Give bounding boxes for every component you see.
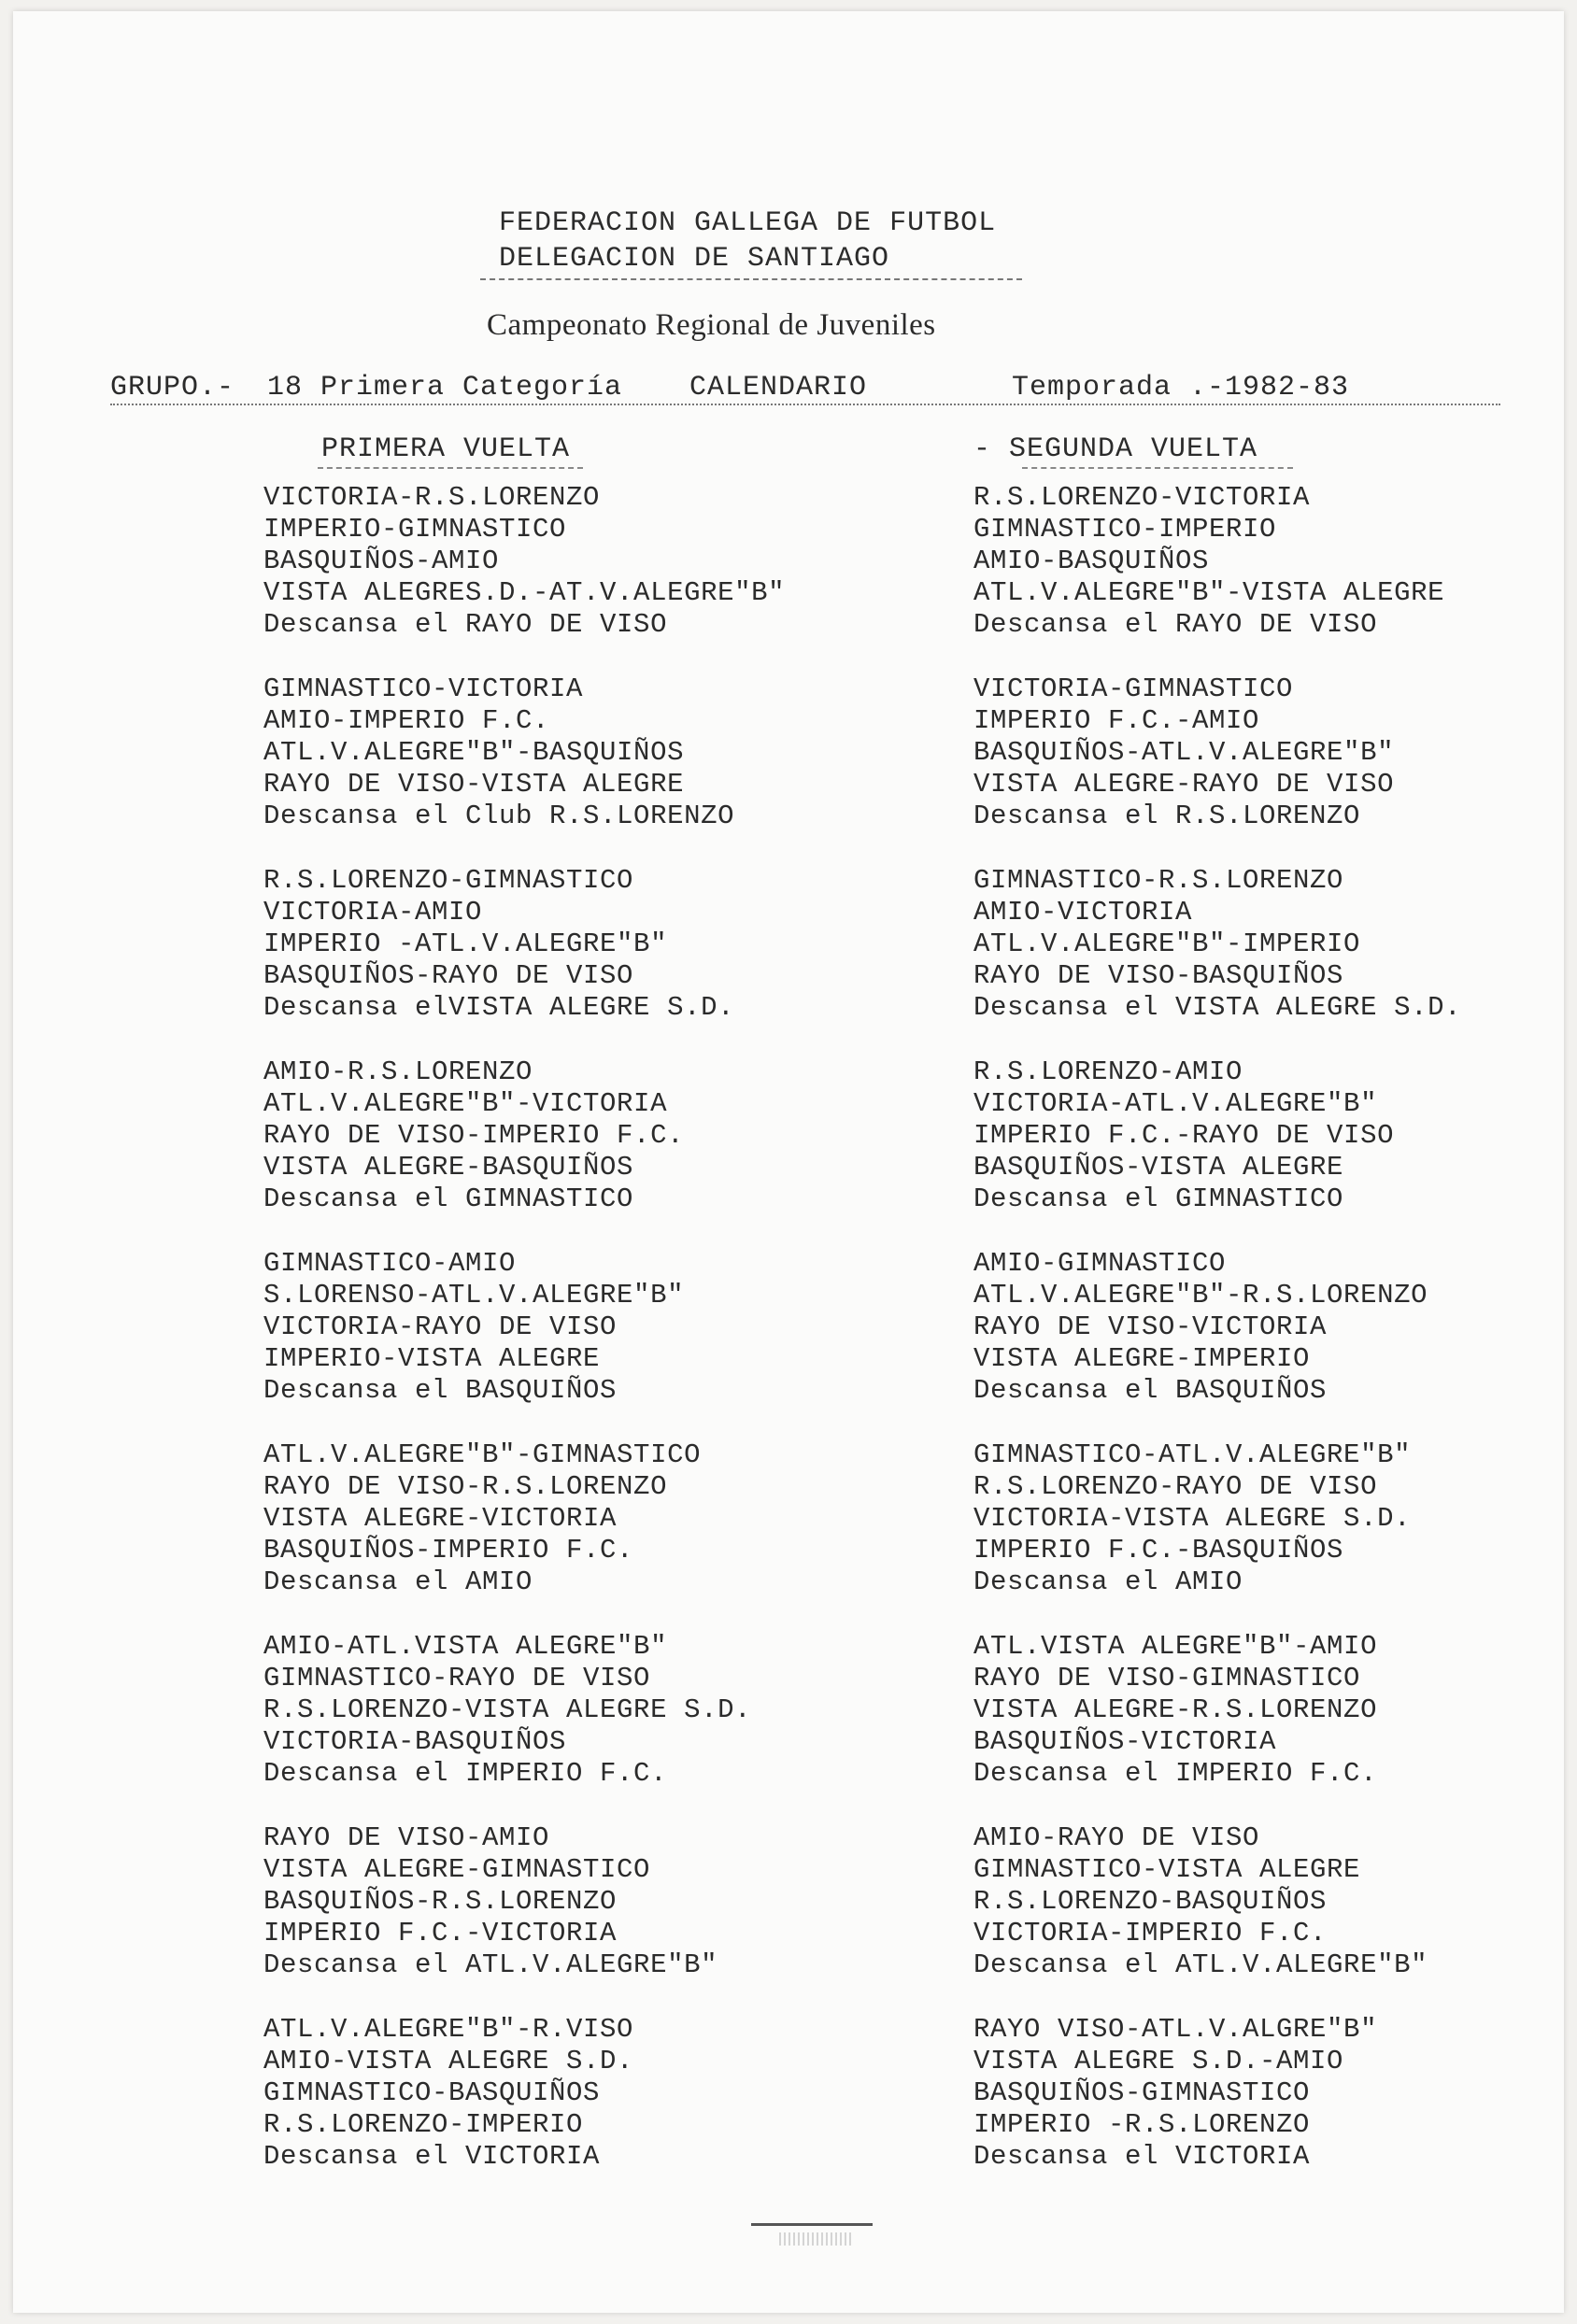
match-line: GIMNASTICO-RAYO DE VISO [263, 1663, 651, 1693]
match-line: IMPERIO -R.S.LORENZO [973, 2109, 1311, 2140]
match-line: GIMNASTICO-VISTA ALEGRE [973, 1854, 1361, 1885]
jornada-block [263, 1631, 917, 1822]
jornada-block [973, 1822, 1553, 2014]
match-line: VISTA ALEGRE-IMPERIO [973, 1343, 1311, 1374]
jornada-block [263, 1248, 917, 1439]
match-line: GIMNASTICO-BASQUIÑOS [263, 2077, 601, 2108]
match-line: VISTA ALEGRE-R.S.LORENZO [973, 1694, 1378, 1725]
second-round-title: - SEGUNDA VUELTA [973, 433, 1258, 465]
match-line: VICTORIA-IMPERIO F.C. [973, 1918, 1328, 1948]
rest-line: Descansa el BASQUIÑOS [263, 1375, 618, 1406]
second-round-underline [1022, 467, 1293, 469]
match-line: R.S.LORENZO-GIMNASTICO [263, 865, 634, 896]
match-line: R.S.LORENZO-AMIO [973, 1056, 1243, 1087]
match-line: BASQUIÑOS-IMPERIO F.C. [263, 1535, 634, 1566]
match-line: RAYO DE VISO-VISTA ALEGRE [263, 769, 685, 800]
jornada-block [263, 482, 917, 673]
footer-rule [751, 2223, 873, 2226]
calendar-label: CALENDARIO [689, 372, 868, 404]
match-line: IMPERIO F.C.-AMIO [973, 705, 1260, 736]
season-label: Temporada .-1982-83 [1012, 372, 1350, 404]
rest-line: Descansa el GIMNASTICO [263, 1183, 634, 1214]
rest-line: Descansa el Club R.S.LORENZO [263, 801, 735, 831]
jornada-block [973, 482, 1553, 673]
match-line: RAYO DE VISO-GIMNASTICO [973, 1663, 1361, 1693]
match-line: GIMNASTICO-ATL.V.ALEGRE"B" [973, 1439, 1412, 1470]
jornada-block [263, 2014, 917, 2205]
footer-smudge [779, 2232, 854, 2246]
match-line: VISTA ALEGRE-RAYO DE VISO [973, 769, 1395, 800]
match-line: AMIO-RAYO DE VISO [973, 1822, 1260, 1853]
match-line: BASQUIÑOS-R.S.LORENZO [263, 1886, 618, 1917]
match-line: VICTORIA-R.S.LORENZO [263, 482, 601, 513]
match-line: GIMNASTICO-R.S.LORENZO [973, 865, 1344, 896]
match-line: RAYO DE VISO-BASQUIÑOS [973, 960, 1344, 991]
match-line: ATL.V.ALEGRE"B"-GIMNASTICO [263, 1439, 702, 1470]
rest-line: Descansa el VICTORIA [263, 2141, 601, 2172]
match-line: VISTA ALEGRES.D.-AT.V.ALEGRE"B" [263, 577, 786, 608]
match-line: AMIO-R.S.LORENZO [263, 1056, 533, 1087]
match-line: BASQUIÑOS-VICTORIA [973, 1726, 1277, 1757]
match-line: VICTORIA-AMIO [263, 897, 483, 928]
jornada-block [263, 1439, 917, 1631]
match-line: R.S.LORENZO-IMPERIO [263, 2109, 584, 2140]
match-line: IMPERIO F.C.-VICTORIA [263, 1918, 618, 1948]
second-round-column [973, 482, 1553, 2205]
match-line: IMPERIO-GIMNASTICO [263, 514, 567, 545]
rest-line: Descansa el ATL.V.ALEGRE"B" [263, 1949, 718, 1980]
rest-line: Descansa el GIMNASTICO [973, 1183, 1344, 1214]
match-line: BASQUIÑOS-GIMNASTICO [973, 2077, 1311, 2108]
match-line: IMPERIO F.C.-BASQUIÑOS [973, 1535, 1344, 1566]
jornada-block [263, 865, 917, 1056]
match-line: ATL.V.ALEGRE"B"-IMPERIO [973, 928, 1361, 959]
match-line: ATL.V.ALEGRE"B"-VICTORIA [263, 1088, 668, 1119]
match-line: S.LORENSO-ATL.V.ALEGRE"B" [263, 1280, 685, 1311]
match-line: IMPERIO-VISTA ALEGRE [263, 1343, 601, 1374]
match-line: GIMNASTICO-IMPERIO [973, 514, 1277, 545]
jornada-block [973, 2014, 1553, 2205]
match-line: GIMNASTICO-AMIO [263, 1248, 517, 1279]
match-line: GIMNASTICO-VICTORIA [263, 673, 584, 704]
match-line: VISTA ALEGRE-BASQUIÑOS [263, 1152, 634, 1183]
rest-line: Descansa el BASQUIÑOS [973, 1375, 1328, 1406]
match-line: R.S.LORENZO-BASQUIÑOS [973, 1886, 1328, 1917]
first-round-title: PRIMERA VUELTA [321, 433, 571, 465]
grupo-label: GRUPO.- [110, 372, 235, 404]
match-line: ATL.V.ALEGRE"B"-R.VISO [263, 2014, 634, 2045]
match-line: AMIO-VISTA ALEGRE S.D. [263, 2046, 634, 2076]
match-line: VICTORIA-ATL.V.ALEGRE"B" [973, 1088, 1378, 1119]
match-line: RAYO DE VISO-VICTORIA [973, 1311, 1328, 1342]
delegation-underline [480, 278, 1022, 280]
match-line: AMIO-ATL.VISTA ALEGRE"B" [263, 1631, 668, 1662]
match-line: IMPERIO F.C.-RAYO DE VISO [973, 1120, 1395, 1151]
header-underline [110, 404, 1500, 405]
match-line: IMPERIO -ATL.V.ALEGRE"B" [263, 928, 668, 959]
jornada-block [973, 673, 1553, 865]
jornada-block [263, 673, 917, 865]
jornada-block [973, 1439, 1553, 1631]
match-line: RAYO DE VISO-R.S.LORENZO [263, 1471, 668, 1502]
championship-title: Campeonato Regional de Juveniles [487, 308, 936, 342]
match-line: VICTORIA-VISTA ALEGRE S.D. [973, 1503, 1412, 1534]
match-line: VISTA ALEGRE-VICTORIA [263, 1503, 618, 1534]
first-round-column [263, 482, 917, 2205]
delegation-heading: DELEGACION DE SANTIAGO [499, 243, 890, 275]
match-line: R.S.LORENZO-RAYO DE VISO [973, 1471, 1378, 1502]
match-line: AMIO-BASQUIÑOS [973, 546, 1210, 576]
match-line: BASQUIÑOS-ATL.V.ALEGRE"B" [973, 737, 1395, 768]
jornada-block [263, 1822, 917, 2014]
match-line: VISTA ALEGRE-GIMNASTICO [263, 1854, 651, 1885]
jornada-block [263, 1056, 917, 1248]
match-line: VICTORIA-GIMNASTICO [973, 673, 1294, 704]
federation-heading: FEDERACION GALLEGA DE FUTBOL [499, 207, 997, 239]
match-line: R.S.LORENZO-VISTA ALEGRE S.D. [263, 1694, 752, 1725]
match-line: ATL.V.ALEGRE"B"-BASQUIÑOS [263, 737, 685, 768]
rest-line: Descansa el AMIO [973, 1566, 1243, 1597]
rest-line: Descansa el R.S.LORENZO [973, 801, 1361, 831]
match-line: VICTORIA-BASQUIÑOS [263, 1726, 567, 1757]
rest-line: Descansa el VICTORIA [973, 2141, 1311, 2172]
match-line: ATL.V.ALEGRE"B"-VISTA ALEGRE [973, 577, 1445, 608]
rest-line: Descansa el AMIO [263, 1566, 533, 1597]
match-line: VISTA ALEGRE S.D.-AMIO [973, 2046, 1344, 2076]
jornada-block [973, 865, 1553, 1056]
match-line: AMIO-IMPERIO F.C. [263, 705, 550, 736]
rest-line: Descansa el RAYO DE VISO [973, 609, 1378, 640]
rest-line: Descansa el IMPERIO F.C. [973, 1758, 1378, 1789]
jornada-block [973, 1248, 1553, 1439]
rest-line: Descansa elVISTA ALEGRE S.D. [263, 992, 735, 1023]
category-label: 18 Primera Categoría [267, 372, 623, 404]
rest-line: Descansa el VISTA ALEGRE S.D. [973, 992, 1462, 1023]
document-page [13, 11, 1564, 2313]
match-line: BASQUIÑOS-AMIO [263, 546, 500, 576]
match-line: RAYO DE VISO-IMPERIO F.C. [263, 1120, 685, 1151]
match-line: ATL.V.ALEGRE"B"-R.S.LORENZO [973, 1280, 1428, 1311]
match-line: R.S.LORENZO-VICTORIA [973, 482, 1311, 513]
rest-line: Descansa el RAYO DE VISO [263, 609, 668, 640]
first-round-underline [318, 467, 583, 469]
match-line: BASQUIÑOS-VISTA ALEGRE [973, 1152, 1344, 1183]
match-line: BASQUIÑOS-RAYO DE VISO [263, 960, 634, 991]
rest-line: Descansa el IMPERIO F.C. [263, 1758, 668, 1789]
match-line: VICTORIA-RAYO DE VISO [263, 1311, 618, 1342]
match-line: AMIO-VICTORIA [973, 897, 1193, 928]
match-line: ATL.VISTA ALEGRE"B"-AMIO [973, 1631, 1378, 1662]
match-line: RAYO DE VISO-AMIO [263, 1822, 550, 1853]
match-line: RAYO VISO-ATL.V.ALGRE"B" [973, 2014, 1378, 2045]
jornada-block [973, 1056, 1553, 1248]
rest-line: Descansa el ATL.V.ALEGRE"B" [973, 1949, 1428, 1980]
jornada-block [973, 1631, 1553, 1822]
match-line: AMIO-GIMNASTICO [973, 1248, 1227, 1279]
